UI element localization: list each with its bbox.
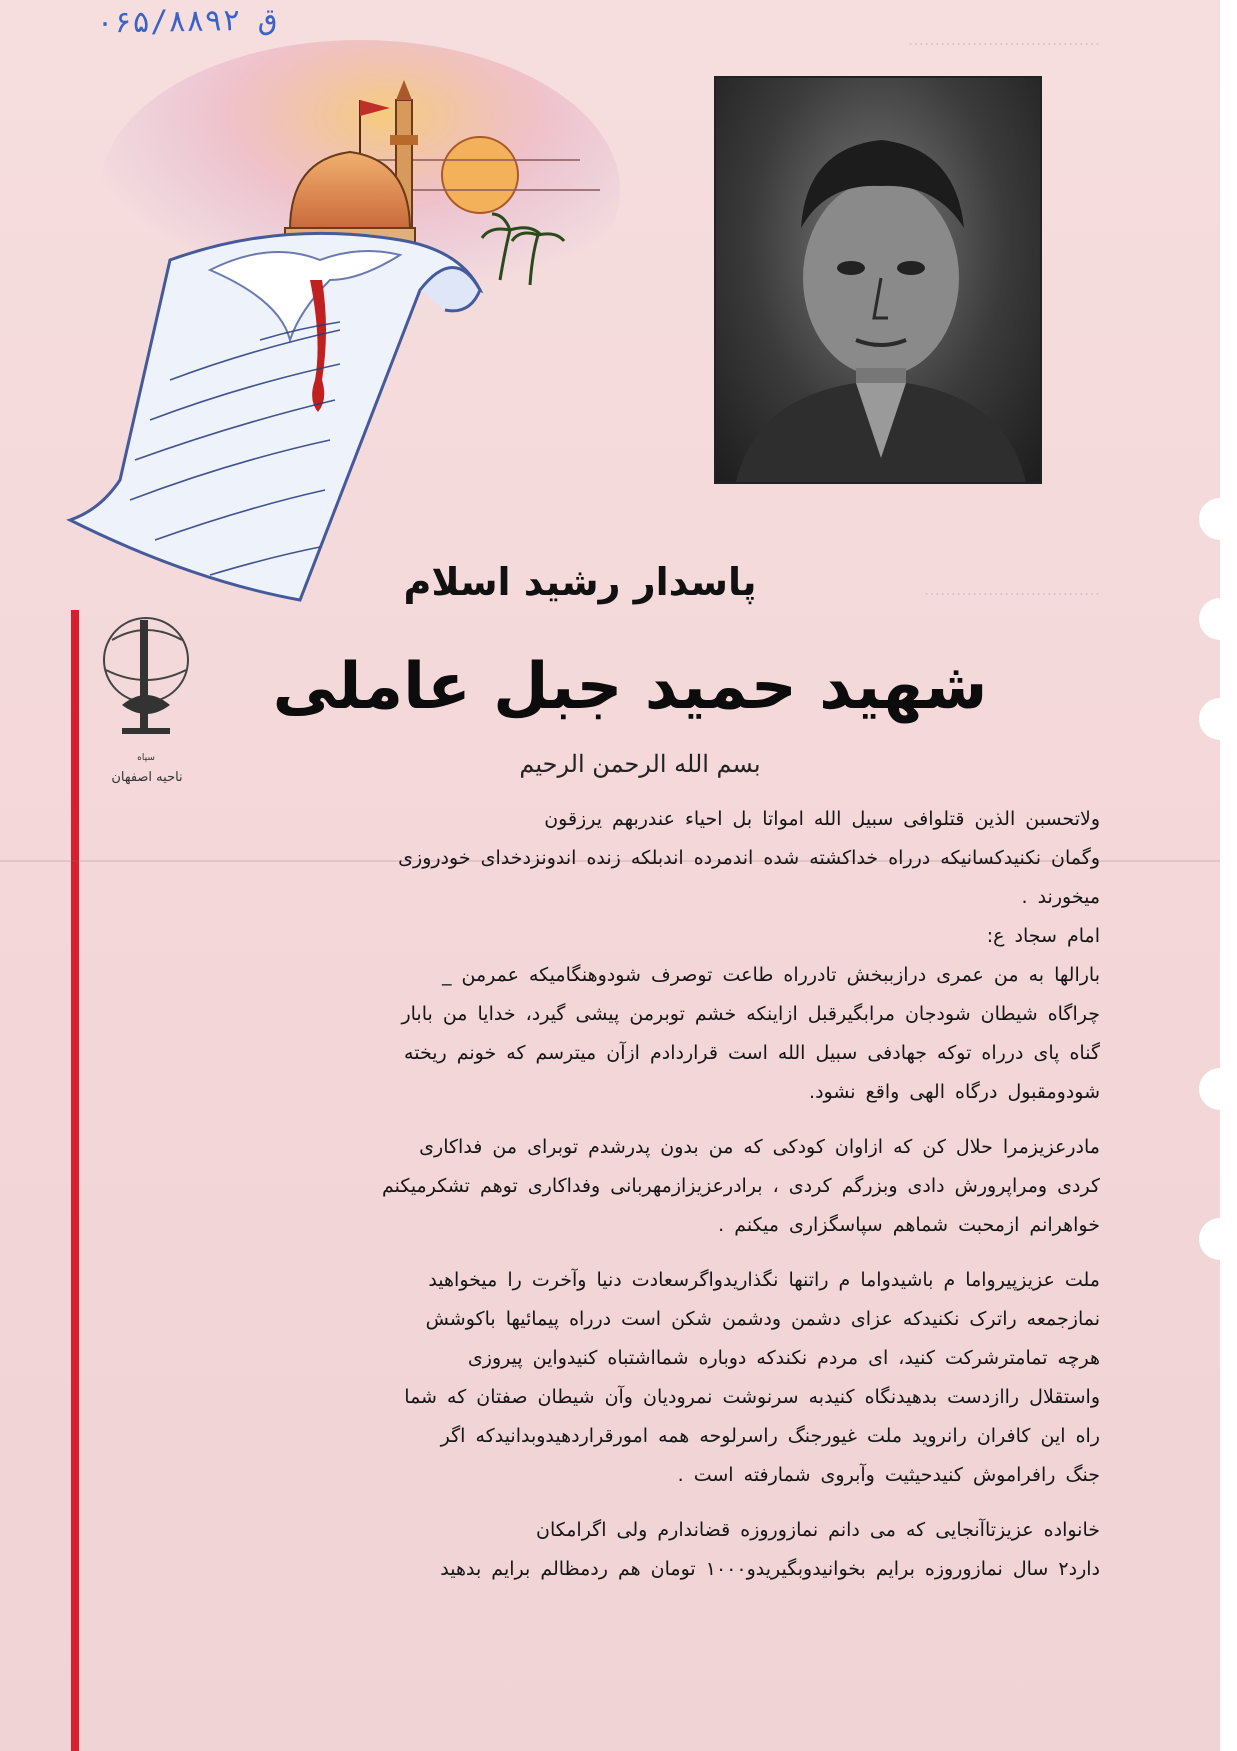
archive-number: ق ۰۶۵/۸۸۹۲ xyxy=(95,2,277,41)
body-line: خواهرانم ازمحبت شماهم سپاسگزاری میکنم . xyxy=(718,1214,1100,1236)
body-line: گناه پای درراه توکه جهادفی سبیل الله است قراردادم ازآن میترسم که خونم ریخته xyxy=(404,1042,1100,1064)
body-line: ملت عزیزپیرواما م باشیدواما م راتنها نگذاریدواگرسعادت دنیا وآخرت را میخواهید xyxy=(428,1269,1100,1291)
body-line: میخورند . xyxy=(1021,886,1100,908)
punch-hole xyxy=(1199,698,1237,740)
martyr-name-title: شهید حمید جبل عاملی xyxy=(272,650,988,724)
punch-hole xyxy=(1199,1218,1237,1260)
martyr-portrait-photo xyxy=(714,76,1042,484)
bleed-through-text: ……………………………… xyxy=(908,30,1100,49)
body-line: مادرعزیزمرا حلال کن که ازاوان کودکی که من بدون پدرشدم توبرای من فداکاری xyxy=(419,1136,1100,1158)
body-line: جنگ رافراموش کنیدحیثیت وآبروی شمارفته است . xyxy=(677,1464,1100,1486)
irgc-emblem xyxy=(92,610,200,790)
subtitle-heading: پاسدار رشید اسلام xyxy=(403,560,757,604)
bleed-through-text: …………………………… xyxy=(924,580,1100,599)
red-margin-rule xyxy=(71,610,79,1751)
body-line: امام سجاد ع: xyxy=(986,925,1100,947)
body-line: ولاتحسبن الذین قتلوافی سبیل الله امواتا بل احیاء عندربهم یرزقون xyxy=(544,808,1100,830)
body-line: دارد۲ سال نمازوروزه برایم بخوانیدوبگیریدو۱۰۰۰ تومان هم ردمظالم برایم بدهید xyxy=(440,1558,1100,1580)
body-line: راه این کافران رانروید ملت غیورجنگ راسرلوحه همه امورقراردهیدوبدانیدکه اگر xyxy=(440,1425,1100,1447)
sun-icon xyxy=(442,137,518,213)
page-margin-edge xyxy=(1220,0,1237,1751)
body-line: واستقلال راازدست بدهیدنگاه کنیدبه سرنوشت نمرودیان وآن شیطان صفتان که شما xyxy=(404,1386,1100,1408)
body-line: وگمان نکنیدکسانیکه درراه خداکشته شده اندمرده اندبلکه زنده اندونزدخدای خودروزی xyxy=(398,847,1100,869)
body-line: کردی ومراپرورش دادی وبزرگم کردی ، برادرعزیزازمهربانی وفداکاری توهم تشکرمیکنم xyxy=(381,1175,1100,1197)
body-line: بارالها به من عمری درازببخش تادرراه طاعت توصرف شودوهنگامیکه عمرمن _ xyxy=(441,964,1100,986)
body-line: نمازجمعه راترک نکنیدکه عزای دشمن ودشمن شکن است درراه پیمائیها باکوشش xyxy=(425,1308,1100,1330)
basmala: بسم الله الرحمن الرحیم xyxy=(519,750,761,778)
will-body xyxy=(150,800,1100,1589)
shrine-scroll-illustration xyxy=(60,40,620,620)
body-line: هرچه تمامترشرکت کنید، ای مردم نکندکه دوباره شمااشتباه کنیدواین پیروزی xyxy=(467,1347,1100,1369)
body-line: چراگاه شیطان شودجان مرابگیرقبل ازاینکه خشم توبرمن پیشی گیرد، خدایا من بابار xyxy=(401,1003,1100,1025)
emblem-caption: ناحیه اصفهان xyxy=(111,770,183,785)
punch-hole xyxy=(1199,598,1237,640)
portrait-icon xyxy=(716,78,1040,482)
body-line: شودومقبول درگاه الهی واقع نشود. xyxy=(809,1081,1100,1103)
punch-hole xyxy=(1199,498,1237,540)
body-line: خانواده عزیزتاآنجایی که می دانم نمازوروزه قضاندارم ولی اگرامکان xyxy=(536,1519,1100,1541)
svg-text:سپاه: سپاه xyxy=(137,753,155,763)
punch-hole xyxy=(1199,1068,1237,1110)
